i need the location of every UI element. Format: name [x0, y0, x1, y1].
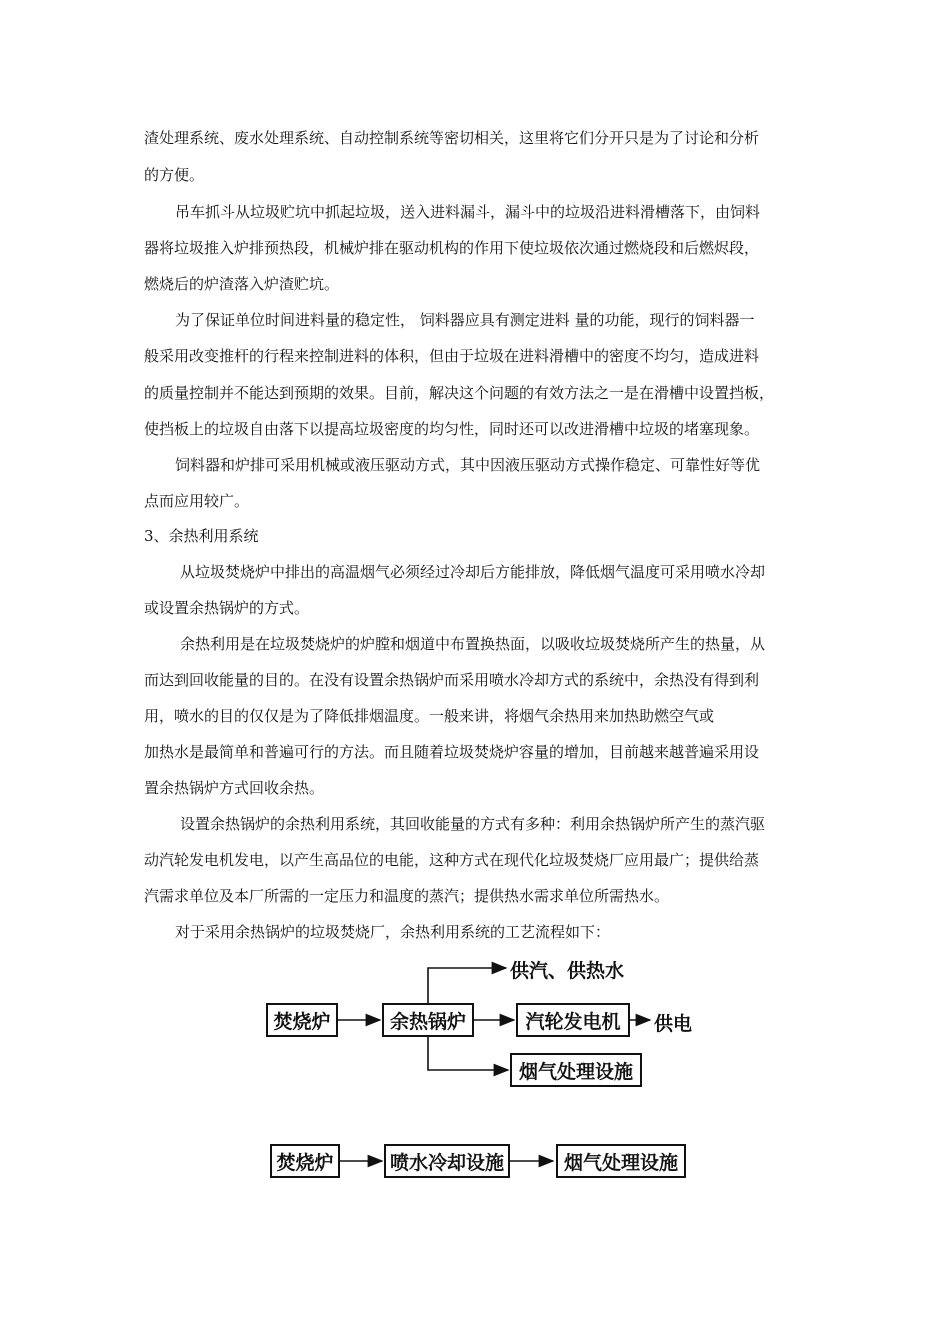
- text-line: 渣处理系统、废水处理系统、自动控制系统等密切相关，这里将它们分开只是为了讨论和分析: [144, 129, 760, 147]
- turbine-generator-box: 汽轮发电机: [516, 1003, 630, 1037]
- section-heading: 3、余热利用系统: [144, 527, 259, 545]
- spray-cooling-box: 喷水冷却设施: [384, 1144, 510, 1178]
- text-line: 对于采用余热锅炉的垃圾焚烧厂，余热利用系统的工艺流程如下：: [175, 923, 611, 941]
- incinerator-box-2: 焚烧炉: [270, 1144, 340, 1178]
- text-line: 器将垃圾推入炉排预热段，机械炉排在驱动机构的作用下使垃圾依次通过燃烧段和后燃烬段，: [144, 239, 760, 257]
- text-line: 吊车抓斗从垃圾贮坑中抓起垃圾，送入进料漏斗，漏斗中的垃圾沿进料滑槽落下，由饲料: [175, 203, 761, 221]
- text-line: 从垃圾焚烧炉中排出的高温烟气必须经过冷却后方能排放，降低烟气温度可采用喷水冷却: [180, 563, 766, 581]
- incinerator-box: 焚烧炉: [266, 1003, 338, 1037]
- text-line: 燃烧后的炉渣落入炉渣贮坑。: [144, 275, 340, 293]
- flue-gas-treatment-box-2: 烟气处理设施: [556, 1144, 686, 1178]
- text-line: 汽需求单位及本厂所需的一定压力和温度的蒸汽；提供热水需求单位所需热水。: [144, 887, 670, 905]
- text-line: 加热水是最简单和普遍可行的方法。而且随着垃圾焚烧炉容量的增加，目前越来越普遍采用设: [144, 743, 760, 761]
- text-line: 的质量控制并不能达到预期的效果。目前，解决这个问题的有效方法之一是在滑槽中设置挡板，: [144, 384, 775, 402]
- text-line: 点而应用较广。: [144, 492, 250, 510]
- text-line: 设置余热锅炉的余热利用系统，其回收能量的方式有多种：利用余热锅炉所产生的蒸汽驱: [180, 815, 766, 833]
- power-supply-label: 供电: [654, 1013, 693, 1035]
- waste-heat-boiler-box: 余热锅炉: [382, 1003, 474, 1037]
- text-line: 为了保证单位时间进料量的稳定性， 饲料器应具有测定进料 量的功能，现行的饲料器一: [175, 311, 755, 329]
- text-line: 动汽轮发电机发电，以产生高品位的电能，这种方式在现代化垃圾焚烧厂应用最广；提供给蒸: [144, 851, 760, 869]
- text-line: 使挡板上的垃圾自由落下以提高垃圾密度的均匀性，同时还可以改进滑槽中垃圾的堵塞现象。: [144, 420, 760, 438]
- text-line: 而达到回收能量的目的。在没有设置余热锅炉而采用喷水冷却方式的系统中，余热没有得到利: [144, 671, 760, 689]
- text-line: 用，喷水的目的仅仅是为了降低排烟温度。一般来讲，将烟气余热用来加热助燃空气或: [144, 707, 715, 725]
- text-line: 饲料器和炉排可采用机械或液压驱动方式，其中因液压驱动方式操作稳定、可靠性好等优: [175, 456, 761, 474]
- text-line: 般采用改变推杆的行程来控制进料的体积，但由于垃圾在进料滑槽中的密度不均匀，造成进料: [144, 347, 760, 365]
- flue-gas-treatment-box: 烟气处理设施: [510, 1053, 642, 1087]
- text-line: 置余热锅炉方式回收余热。: [144, 779, 325, 797]
- text-line: 的方便。: [144, 166, 205, 184]
- text-line: 或设置余热锅炉的方式。: [144, 599, 310, 617]
- steam-supply-label: 供汽、供热水: [510, 960, 625, 982]
- text-line: 余热利用是在垃圾焚烧炉的炉膛和烟道中布置换热面，以吸收垃圾焚烧所产生的热量，从: [180, 635, 766, 653]
